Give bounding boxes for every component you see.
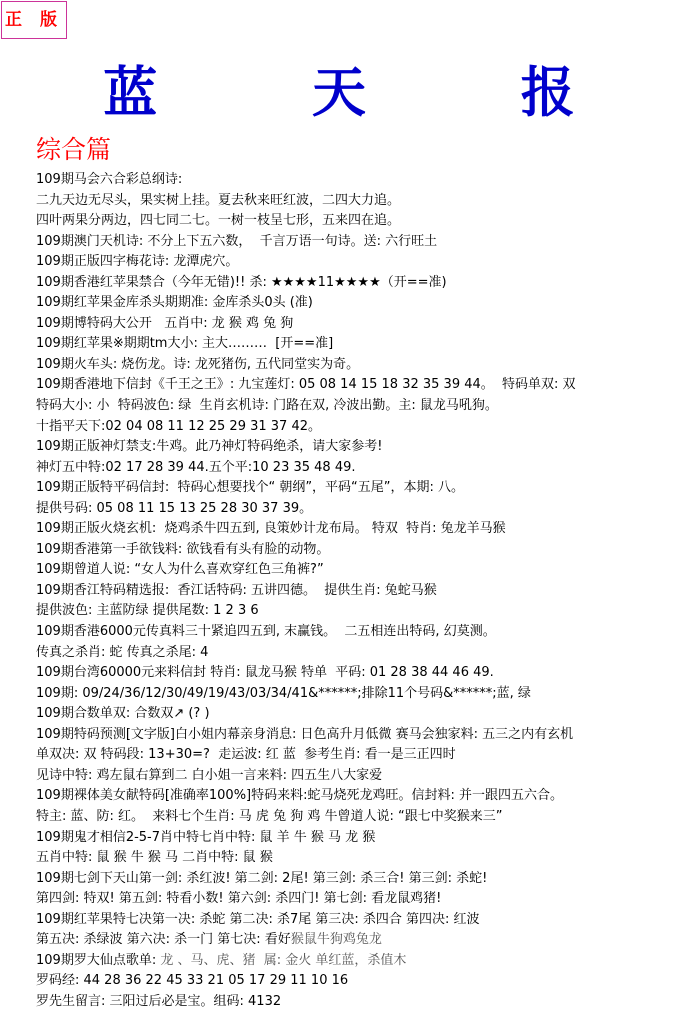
text-line	[36, 930, 684, 951]
text-line	[36, 478, 684, 499]
text-segment: 特码大小: 小 特码波色: 绿 生肖玄机诗: 门路在双, 冷波出勤。主: 鼠龙马吼狗。	[36, 398, 498, 414]
page-title: 蓝 天 报	[103, 60, 643, 124]
text-line	[36, 170, 684, 191]
text-segment: 109期澳门天机诗: 不分上下五六数， 千言万语一句诗。送: 六行旺土	[36, 233, 438, 249]
text-line	[36, 334, 684, 355]
text-line	[36, 355, 684, 376]
text-line	[36, 499, 684, 520]
text-line	[36, 684, 684, 705]
text-segment: 提供号码: 05 08 11 15 13 25 28 30 37 39。	[36, 500, 313, 516]
text-line	[36, 951, 684, 972]
text-line	[36, 293, 684, 314]
text-line	[36, 540, 684, 561]
text-segment: 109期正版特平码信封: 特码心想要找个“ 朝纲”，平码“五尾”，本期: 八。	[36, 480, 465, 496]
text-segment: 109期正版四字梅花诗: 龙潭虎穴。	[36, 254, 239, 270]
text-segment: 四叶两果分两边，四七同二七。一树一枝呈七形，五来四在追。	[36, 213, 401, 229]
text-line	[36, 396, 684, 417]
text-segment: 109期裸体美女献特码[准确率100%]特码来料:蛇马烧死龙鸡旺。信封料: 并一跟四五六合。	[36, 788, 564, 804]
text-segment: 109期: 09/24/36/12/30/49/19/43/03/34/41&******;排除11个号码&******;蓝, 绿	[36, 685, 531, 701]
text-line	[36, 643, 684, 664]
text-segment: 109期博特码大公开 五肖中: 龙 猴 鸡 兔 狗	[36, 315, 294, 331]
text-line	[36, 560, 684, 581]
text-line	[36, 273, 684, 294]
text-line	[36, 992, 684, 1012]
text-line	[36, 232, 684, 253]
text-segment: 五肖中特: 鼠 猴 牛 猴 马 二肖中特: 鼠 猴	[36, 850, 273, 866]
text-line	[36, 622, 684, 643]
text-line	[36, 910, 684, 931]
text-segment: 传真之杀肖: 蛇 传真之杀尾: 4	[36, 644, 209, 660]
text-line	[36, 971, 684, 992]
text-segment: 二九天边无尽头，果实树上挂。夏去秋来旺红波，二四大力追。	[36, 192, 401, 208]
text-segment: 109期马会六合彩总纲诗:	[36, 172, 183, 187]
text-line	[36, 601, 684, 622]
text-line	[36, 889, 684, 910]
text-segment: 109期特码预测[文字版]白小姐内幕亲身消息: 日色高升月低微 赛马会独家料: 五三之内有玄机	[36, 726, 574, 742]
text-segment: 十指平天下:02 04 08 11 12 25 29 31 37 42。	[36, 418, 321, 434]
text-segment: 109期香港第一手欲钱料: 欲钱看有头有脸的动物。	[36, 541, 330, 557]
text-segment: 见诗中特: 鸡左鼠右算到二 白小姐一言来料: 四五生八大家爱	[36, 767, 383, 783]
text-segment: 109期罗大仙点歌单:	[36, 952, 161, 968]
text-line	[36, 314, 684, 335]
text-line	[36, 766, 684, 787]
text-segment: 109期台湾60000元来料信封 特肖: 鼠龙马猴 特单 平码: 01 28 38 44 46 49.	[36, 665, 494, 681]
text-segment: 猴鼠牛狗鸡兔龙	[290, 932, 382, 948]
text-line	[36, 252, 684, 273]
text-segment: 龙 、马、虎、猪 属: 金火 单红蓝，杀值木	[160, 952, 407, 968]
text-segment: 第五决: 杀绿波 第六决: 杀一门 第七决: 看好	[36, 932, 291, 948]
text-line	[36, 437, 684, 458]
text-line	[36, 375, 684, 396]
text-segment: 109期七剑下天山第一剑: 杀红波! 第二剑: 2尾! 第三剑: 杀三合! 第三剑: 杀蛇!	[36, 870, 488, 886]
text-segment: 109期合数单双: 合数双↗ (? )	[36, 706, 210, 722]
text-line	[36, 458, 684, 479]
text-line	[36, 725, 684, 746]
text-line	[36, 786, 684, 807]
text-line	[36, 519, 684, 540]
text-line	[36, 191, 684, 212]
content-body	[36, 170, 684, 1012]
text-line	[36, 663, 684, 684]
text-segment: 109期红苹果※期期tm大小: 主大……… [开==准]	[36, 336, 334, 352]
text-segment: 109期曾道人说: “女人为什么喜欢穿红色三角裤?”	[36, 562, 324, 578]
text-line	[36, 211, 684, 232]
text-line	[36, 704, 684, 725]
text-segment: 109期正版神灯禁支:牛鸡。此乃神灯特码绝杀，请大家参考!	[36, 439, 383, 455]
text-segment: 提供波色: 主蓝防绿 提供尾数: 1 2 3 6	[36, 603, 259, 619]
text-segment: 罗先生留言: 三阳过后必是宝。组码: 4132	[36, 993, 282, 1009]
text-line	[36, 745, 684, 766]
section-heading: 综合篇	[36, 135, 112, 164]
text-line	[36, 828, 684, 849]
authentic-badge: 正 版	[1, 1, 67, 39]
text-segment: 特主: 蓝、防: 红。 来料七个生肖: 马 虎 兔 狗 鸡 牛曾道人说: “跟七中奖猴来三”	[36, 808, 503, 824]
text-line	[36, 807, 684, 828]
text-segment: 109期香港6000元传真料三十紧追四五到, 末赢钱。 二五相连出特码, 幻莫测。	[36, 624, 496, 640]
text-line	[36, 848, 684, 869]
text-line	[36, 869, 684, 890]
text-line	[36, 417, 684, 438]
text-segment: 109期火车头: 烧伤龙。诗: 龙死猪伤, 五代同堂实为奇。	[36, 356, 360, 372]
text-segment: 第四剑: 特双! 第五剑: 特看小数! 第六剑: 杀四门! 第七剑: 看龙鼠鸡猪!	[36, 891, 442, 907]
text-segment: 罗码经: 44 28 36 22 45 33 21 05 17 29 11 10 16	[36, 973, 349, 989]
text-segment: 109期香江特码精选报: 香江话特码: 五讲四德。 提供生肖: 兔蛇马猴	[36, 582, 437, 598]
text-segment: 109期香港地下信封《千王之王》: 九宝莲灯: 05 08 14 15 18 32 35 39 44。 特码单双: 双	[36, 377, 576, 393]
text-segment: 109期正版火烧玄机: 烧鸡杀牛四五到, 良策妙计龙布局。 特双 特肖: 兔龙羊马猴	[36, 521, 506, 537]
text-segment: 神灯五中特:02 17 28 39 44.五个平:10 23 35 48 49.	[36, 459, 356, 475]
text-segment: 109期红苹果特七决第一决: 杀蛇 第二决: 杀7尾 第三决: 杀四合 第四决: 红波	[36, 911, 480, 927]
text-line	[36, 581, 684, 602]
text-segment: 109期鬼才相信2-5-7肖中特七肖中特: 鼠 羊 牛 猴 马 龙 猴	[36, 829, 376, 845]
text-segment: 单双决: 双 特码段: 13+30=? 走运波: 红 蓝 参考生肖: 看一是三正四时	[36, 747, 456, 763]
text-segment: 109期红苹果金库杀头期期准: 金库杀头0头 (准)	[36, 295, 313, 311]
text-segment: 109期香港红苹果禁合（今年无错)!! 杀: ★★★★11★★★★（开==准)	[36, 274, 447, 290]
